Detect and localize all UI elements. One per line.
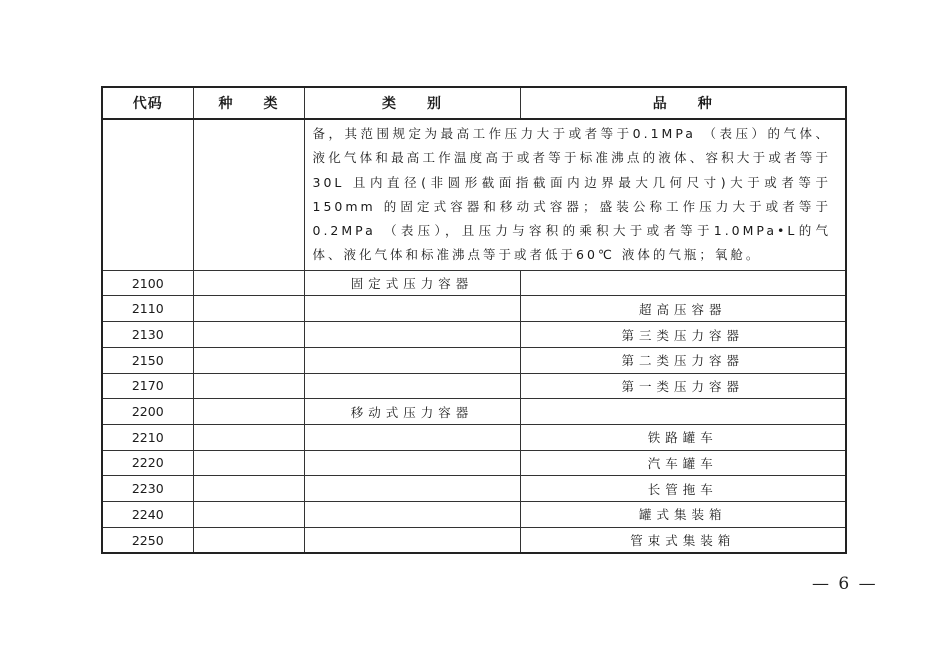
table-row: [102, 296, 846, 322]
category-cell: 固定式压力容器: [304, 270, 520, 296]
category-cell: [304, 476, 520, 502]
variety-cell: 第二类压力容器: [520, 347, 846, 373]
kind-cell: [193, 476, 304, 502]
category-cell: [304, 450, 520, 476]
table-row: [102, 270, 846, 296]
kind-cell: [193, 501, 304, 527]
code-cell: 2240: [102, 501, 193, 527]
table-row: [102, 399, 846, 425]
code-cell: 2230: [102, 476, 193, 502]
category-cell: 移动式压力容器: [304, 399, 520, 425]
table-row: [102, 501, 846, 527]
kind-cell: [193, 399, 304, 425]
code-cell: 2110: [102, 296, 193, 322]
continuation-description: 备，其范围规定为最高工作压力大于或者等于0.1MPa （表压）的气体、液化气体和最高工作温度高于或者等于标准沸点的液体、容积大于或者等于30L 且内直径(非圆形截面指截面内边界最大几何尺寸)大于或者等于150mm 的固定式容器和移动式容器；盛装公称工作压力大于或者等于0.2MPa （表压），且压力与容积的乘积大于或者等于1.0MPa•L的气体、液化气体和标准沸点等于或者低于60℃ 液体的气瓶；氧舱。: [304, 119, 846, 270]
code-cell: 2220: [102, 450, 193, 476]
category-cell: [304, 322, 520, 348]
code-cell: 2200: [102, 399, 193, 425]
variety-cell: 铁路罐车: [520, 424, 846, 450]
variety-cell: 超高压容器: [520, 296, 846, 322]
continuation-row: [102, 119, 846, 270]
table-row: [102, 424, 846, 450]
variety-cell: 汽车罐车: [520, 450, 846, 476]
kind-cell: [193, 296, 304, 322]
kind-cell: [193, 450, 304, 476]
variety-cell: 第三类压力容器: [520, 322, 846, 348]
table-row: [102, 476, 846, 502]
equipment-catalog-table: [101, 86, 847, 554]
category-cell: [304, 373, 520, 399]
continuation-code-cell: [102, 119, 193, 270]
variety-cell: 长管拖车: [520, 476, 846, 502]
variety-cell: 罐式集装箱: [520, 501, 846, 527]
variety-cell: [520, 270, 846, 296]
category-cell: [304, 424, 520, 450]
code-cell: 2150: [102, 347, 193, 373]
page-number: — 6 —: [812, 574, 878, 594]
table-row: [102, 322, 846, 348]
kind-cell: [193, 347, 304, 373]
table-row: [102, 347, 846, 373]
category-cell: [304, 347, 520, 373]
kind-cell: [193, 527, 304, 553]
code-cell: 2210: [102, 424, 193, 450]
code-cell: 2100: [102, 270, 193, 296]
table-row: [102, 373, 846, 399]
category-cell: [304, 296, 520, 322]
variety-cell: 第一类压力容器: [520, 373, 846, 399]
kind-cell: [193, 322, 304, 348]
variety-cell: [520, 399, 846, 425]
header-code: 代码: [102, 87, 193, 119]
kind-cell: [193, 424, 304, 450]
continuation-kind-cell: [193, 119, 304, 270]
code-cell: 2170: [102, 373, 193, 399]
kind-cell: [193, 270, 304, 296]
code-cell: 2250: [102, 527, 193, 553]
kind-cell: [193, 373, 304, 399]
header-variety: 品 种: [520, 87, 846, 119]
category-cell: [304, 527, 520, 553]
table-header-row: [102, 87, 846, 119]
variety-cell: 管束式集装箱: [520, 527, 846, 553]
header-category: 类 别: [304, 87, 520, 119]
category-cell: [304, 501, 520, 527]
header-kind: 种 类: [193, 87, 304, 119]
table-row: [102, 450, 846, 476]
table-row: [102, 527, 846, 553]
code-cell: 2130: [102, 322, 193, 348]
